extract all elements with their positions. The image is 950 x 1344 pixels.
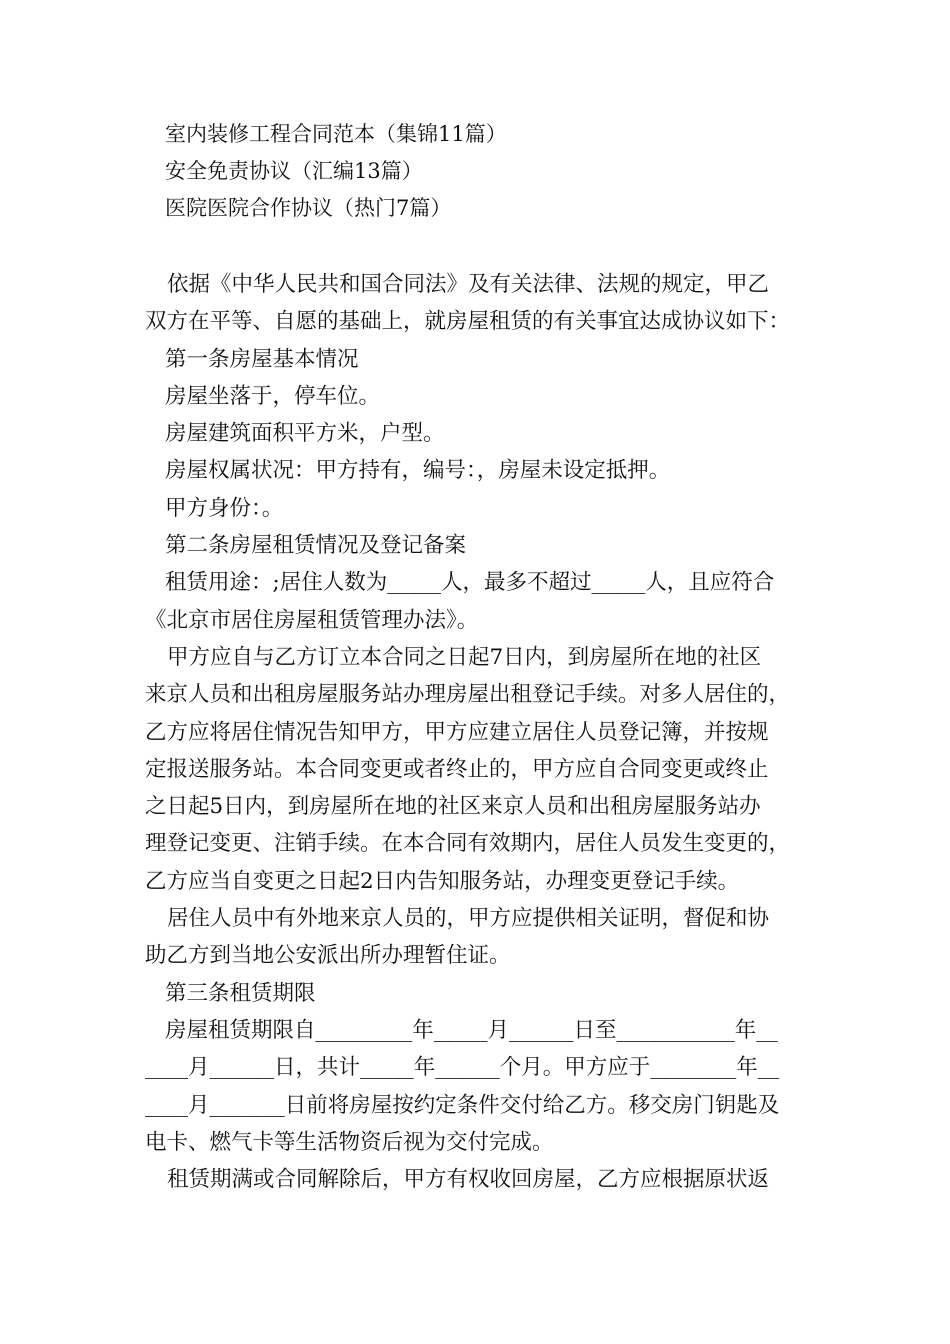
paragraph-line: 房屋租赁期限自_________年_____月______日至___________年__ <box>165 1017 778 1043</box>
paragraph-line: 甲方身份：。 <box>165 495 284 521</box>
paragraph-line: 房屋权属状况：甲方持有，编号：，房屋未设定抵押。 <box>165 458 671 484</box>
paragraph-line: 双方在平等、自愿的基础上，就房屋租赁的有关事宜达成协议如下： <box>145 309 791 335</box>
section-heading: 第二条房屋租赁情况及登记备案 <box>165 533 467 559</box>
paragraph-line: 居住人员中有外地来京人员的，甲方应提供相关证明，督促和协 <box>167 906 770 932</box>
paragraph-line: 甲方应自与乙方订立本合同之日起7日内，到房屋所在地的社区 <box>167 644 762 670</box>
paragraph-line: 房屋建筑面积平方米，户型。 <box>165 421 445 447</box>
paragraph-line: 依据《中华人民共和国合同法》及有关法律、法规的规定，甲乙 <box>167 272 770 297</box>
section-heading: 第三条租赁期限 <box>165 980 316 1006</box>
paragraph-line: 理登记变更、注销手续。在本合同有效期内，居住人员发生变更的， <box>145 831 791 857</box>
paragraph-line: 乙方应将居住情况告知甲方，甲方应建立居住人员登记簿，并按规 <box>145 719 769 745</box>
section-heading: 第一条房屋基本情况 <box>165 346 359 372</box>
paragraph-line: 租赁期满或合同解除后，甲方有权收回房屋，乙方应根据原状返 <box>167 1167 770 1193</box>
related-document-link[interactable]: 医院医院合作协议（热门7篇） <box>165 196 452 220</box>
paragraph-line: 乙方应当自变更之日起2日内告知服务站，办理变更登记手续。 <box>145 868 740 894</box>
paragraph-line: 租赁用途：;居住人数为_____人，最多不超过_____人，且应符合 <box>165 570 775 596</box>
paragraph-line: 助乙方到当地公安派出所办理暂住证。 <box>145 943 511 969</box>
paragraph-line: 定报送服务站。本合同变更或者终止的，甲方应自合同变更或终止 <box>145 756 769 782</box>
paragraph-line: ____月_______日前将房屋按约定条件交付给乙方。移交房门钥匙及 <box>145 1092 780 1118</box>
contract-body <box>145 266 813 1198</box>
paragraph-line: ____月______日，共计_____年______个月。甲方应于________年__ <box>145 1055 780 1081</box>
related-document-link[interactable]: 室内装修工程合同范本（集锦11篇） <box>165 122 507 146</box>
related-documents-list <box>165 116 815 227</box>
paragraph-line: 电卡、燃气卡等生活物资后视为交付完成。 <box>145 1129 554 1155</box>
paragraph-line: 《北京市居住房屋租赁管理办法》。 <box>145 607 479 633</box>
paragraph-line: 来京人员和出租房屋服务站办理房屋出租登记手续。对多人居住的， <box>145 682 791 708</box>
related-document-link[interactable]: 安全免责协议（汇编13篇） <box>165 159 423 183</box>
paragraph-line: 房屋坐落于，停车位。 <box>165 383 381 409</box>
paragraph-line: 之日起5日内，到房屋所在地的社区来京人员和出租房屋服务站办 <box>145 794 761 820</box>
